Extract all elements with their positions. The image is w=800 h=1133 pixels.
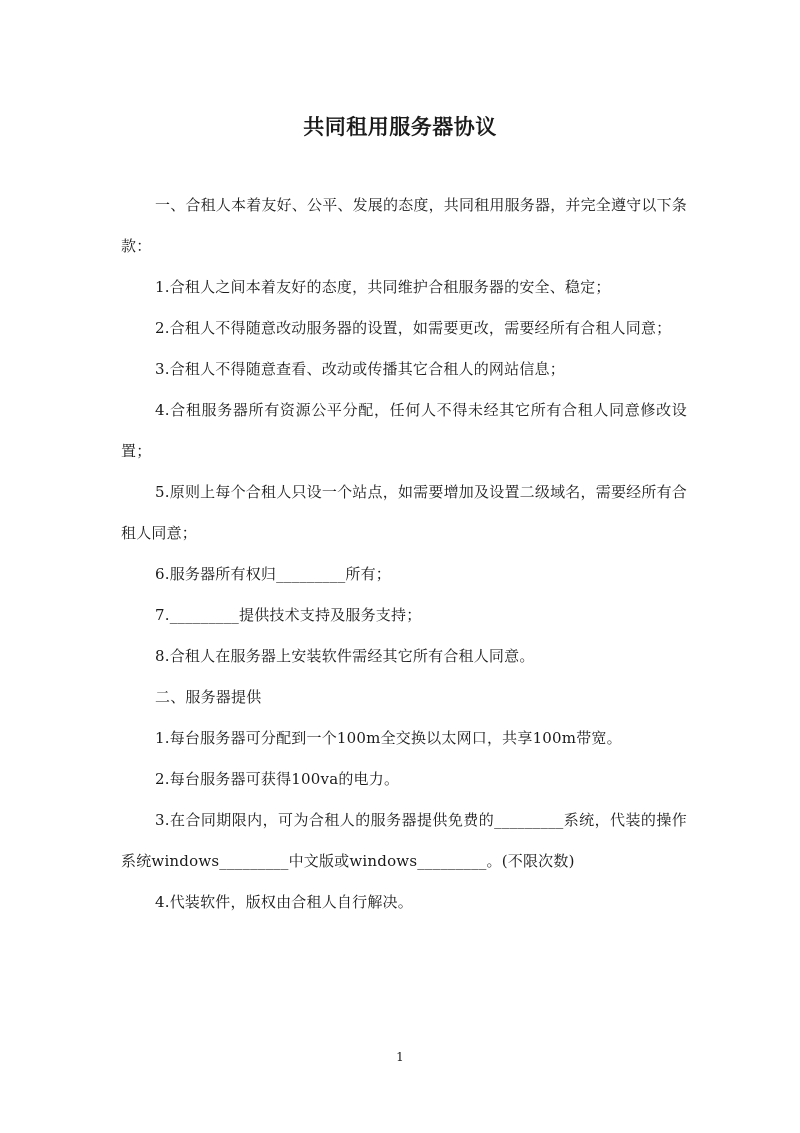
paragraph-item-2-2: 2.每台服务器可获得100va的电力。 (155, 770, 400, 788)
paragraph-section-1-heading: 一、合租人本着友好、公平、发展的态度，共同租用服务器，并完全遵守以下条款： (121, 196, 688, 255)
paragraph-item-1-6: 6.服务器所有权归_________所有； (155, 565, 392, 583)
paragraph-item-1-3: 3.合租人不得随意查看、改动或传播其它合租人的网站信息； (155, 360, 565, 378)
paragraph-section-2-heading: 二、服务器提供 (155, 688, 262, 706)
paragraph-item-1-4: 4.合租服务器所有资源公平分配，任何人不得未经其它所有合租人同意修改设置； (121, 401, 687, 460)
paragraph-item-1-7: 7._________提供技术支持及服务支持； (155, 606, 422, 624)
paragraph-item-2-1: 1.每台服务器可分配到一个100m全交换以太网口，共享100m带宽。 (155, 729, 622, 747)
document-body (121, 185, 687, 923)
page-number: 1 (396, 1050, 404, 1064)
paragraph-item-2-4: 4.代装软件，版权由合租人自行解决。 (155, 893, 413, 911)
paragraph-item-1-1: 1.合租人之间本着友好的态度，共同维护合租服务器的安全、稳定； (155, 278, 611, 296)
paragraph-item-1-8: 8.合租人在服务器上安装软件需经其它所有合租人同意。 (155, 647, 535, 665)
paragraph-item-1-2: 2.合租人不得随意改动服务器的设置，如需要更改，需要经所有合租人同意； (155, 319, 672, 337)
paragraph-item-1-5: 5.原则上每个合租人只设一个站点，如需要增加及设置二级域名，需要经所有合租人同意； (121, 483, 687, 542)
paragraph-item-2-3: 3.在合同期限内，可为合租人的服务器提供免费的_________系统，代装的操作系统windows_________中文版或windows_________。(不限次数) (121, 811, 687, 870)
document-title: 共同租用服务器协议 (303, 115, 497, 139)
